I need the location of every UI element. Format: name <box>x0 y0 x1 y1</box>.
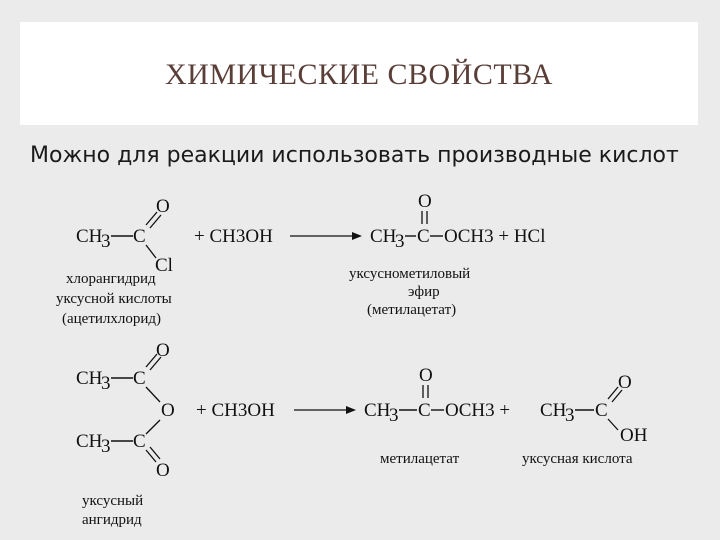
r2-caption-ester: метилацетат <box>380 451 460 467</box>
r2-ester-o: O <box>419 365 433 386</box>
r1-caption-right-3: (метилацетат) <box>367 302 457 318</box>
r2-caption-left-2: ангидрид <box>82 512 142 528</box>
r1-arrow-head <box>352 232 362 240</box>
r2-bridge-bond-top <box>146 387 160 402</box>
r2-acid-oh-bond <box>608 419 618 430</box>
r2-bot-o: O <box>156 460 170 481</box>
r2-top-ch3: CH <box>76 368 103 389</box>
r1-reagent: + CH3OH <box>194 226 273 247</box>
r1-prod-sub: 3 <box>395 231 405 252</box>
r1-prod-o: O <box>418 191 432 212</box>
r1-c: C <box>133 226 146 247</box>
r2-bridge-bond-bot <box>146 420 160 434</box>
r2-ester-sub: 3 <box>389 405 399 426</box>
r1-caption-right-1: уксуснометиловый <box>349 266 471 282</box>
reaction-2 <box>76 340 648 528</box>
r2-top-sub: 3 <box>101 373 111 394</box>
r2-acid-o: O <box>618 372 632 393</box>
r1-o: O <box>156 196 170 217</box>
r2-caption-left-1: уксусный <box>82 493 144 509</box>
r2-acid-sub: 3 <box>565 405 575 426</box>
r2-bot-c: C <box>133 431 146 452</box>
r1-ch3-sub: 3 <box>101 231 111 252</box>
r2-arrow-head <box>346 406 356 414</box>
slide-title: ХИМИЧЕСКИЕ СВОЙСТВА <box>165 58 553 91</box>
r2-top-c: C <box>133 368 146 389</box>
r2-acid-oh: OH <box>620 425 648 446</box>
r2-ester-ch3: CH <box>364 400 391 421</box>
r2-acid-c: C <box>595 400 608 421</box>
r2-ester-c: C <box>418 400 431 421</box>
r1-cl: Cl <box>155 255 173 276</box>
r1-prod-ch3: CH <box>370 226 397 247</box>
r2-acid-ch3: CH <box>540 400 567 421</box>
r1-ch3: CH <box>76 226 103 247</box>
r2-top-o: O <box>156 340 170 361</box>
r2-reagent: + CH3OH <box>196 400 275 421</box>
r1-caption-right-2: эфир <box>408 284 440 300</box>
slide-subtitle: Можно для реакции использовать производные кислот <box>30 143 679 168</box>
r1-prod-rest: OCH3 + HCl <box>444 226 546 247</box>
r2-bot-ch3: CH <box>76 431 103 452</box>
r1-prod-c: C <box>417 226 430 247</box>
r2-caption-acid: уксусная кислота <box>522 451 633 467</box>
reaction-1 <box>56 191 546 327</box>
r1-caption-left-1: хлорангидрид <box>66 271 156 287</box>
r1-caption-left-2: уксусной кислоты <box>56 291 172 307</box>
r2-bridge-o: O <box>161 400 175 421</box>
r2-ester-rest: OCH3 + <box>445 400 511 421</box>
r2-bot-sub: 3 <box>101 436 111 457</box>
r1-caption-left-3: (ацетилхлорид) <box>62 311 162 327</box>
